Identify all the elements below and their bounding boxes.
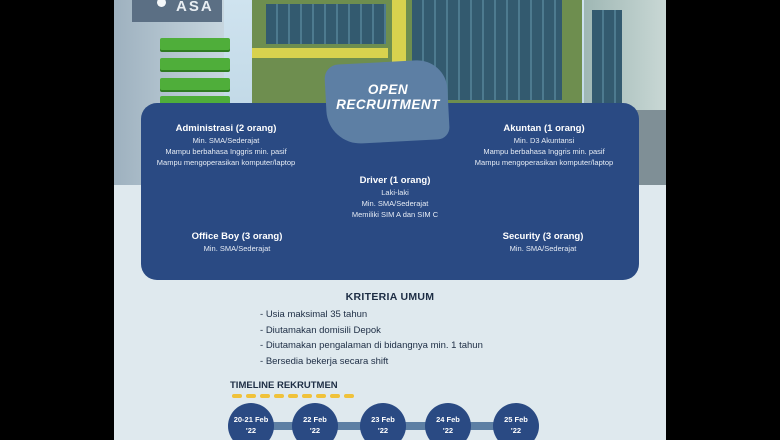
job-security — [483, 231, 603, 254]
brand-sign-text: ASA — [176, 0, 214, 15]
criteria-item: - Usia maksimal 35 tahun — [260, 307, 483, 323]
job-requirement: Min. SMA/Sederajat — [509, 244, 577, 253]
timeline-title: TIMELINE REKRUTMEN — [230, 380, 338, 391]
timeline-date: 20-21 Feb — [233, 415, 269, 424]
job-title: Administrasi (2 orang) — [175, 123, 277, 134]
timeline-year: '22 — [510, 426, 522, 435]
recruitment-poster — [114, 0, 666, 440]
timeline-dash-decoration — [232, 394, 354, 398]
timeline-date: 23 Feb — [371, 415, 395, 424]
dash-mark — [274, 394, 284, 398]
dash-mark — [260, 394, 270, 398]
timeline-year: '22 — [245, 426, 257, 435]
job-title: Driver (1 orang) — [359, 175, 431, 186]
job-requirement: Min. SMA/Sederajat — [361, 199, 429, 208]
job-office-boy — [177, 231, 297, 254]
job-requirement: Mampu berbahasa Inggris min. pasif — [165, 147, 287, 156]
job-requirement: Mampu mengoperasikan komputer/laptop — [156, 158, 296, 167]
timeline-year: '22 — [377, 426, 389, 435]
timeline-node — [292, 403, 338, 440]
job-driver — [315, 175, 475, 220]
dash-mark — [330, 394, 340, 398]
timeline-year: '22 — [442, 426, 454, 435]
job-requirement: Laki-laki — [381, 188, 409, 197]
dash-mark — [232, 394, 242, 398]
timeline-date: 25 Feb — [504, 415, 528, 424]
criteria-list — [260, 307, 483, 369]
badge-line-2: RECRUITMENT — [336, 97, 440, 112]
timeline-date: 24 Feb — [436, 415, 460, 424]
job-requirement: Min. SMA/Sederajat — [203, 244, 271, 253]
job-requirement: Mampu berbahasa Inggris min. pasif — [483, 147, 605, 156]
job-title: Akuntan (1 orang) — [503, 123, 585, 134]
green-facade-bar — [160, 58, 230, 70]
dash-mark — [246, 394, 256, 398]
badge-line-1: OPEN — [367, 82, 409, 97]
job-requirement: Min. D3 Akuntansi — [513, 136, 575, 145]
criteria-item: - Diutamakan domisili Depok — [260, 323, 483, 339]
timeline-node — [360, 403, 406, 440]
job-requirement: Min. SMA/Sederajat — [192, 136, 260, 145]
criteria-title: KRITERIA UMUM — [345, 291, 435, 303]
timeline-node — [493, 403, 539, 440]
job-requirement: Memiliki SIM A dan SIM C — [351, 210, 439, 219]
dash-mark — [302, 394, 312, 398]
timeline-year: '22 — [309, 426, 321, 435]
building-ledge — [252, 48, 388, 58]
company-sign — [132, 0, 222, 22]
timeline-node — [425, 403, 471, 440]
job-akuntan — [463, 123, 625, 168]
job-title: Office Boy (3 orang) — [191, 231, 283, 242]
timeline-node — [228, 403, 274, 440]
dash-mark — [316, 394, 326, 398]
window-grid — [266, 4, 386, 44]
criteria-item: - Diutamakan pengalaman di bidangnya min. 1 tahun — [260, 338, 483, 354]
badge-text — [328, 82, 448, 112]
job-administrasi — [155, 123, 297, 168]
job-requirement: Mampu mengoperasikan komputer/laptop — [474, 158, 614, 167]
logo-icon — [157, 0, 166, 7]
criteria-item: - Bersedia bekerja secara shift — [260, 354, 483, 370]
job-title: Security (3 orang) — [502, 231, 584, 242]
green-facade-bar — [160, 78, 230, 90]
dash-mark — [344, 394, 354, 398]
green-facade-bar — [160, 38, 230, 50]
dash-mark — [288, 394, 298, 398]
timeline-date: 22 Feb — [303, 415, 327, 424]
